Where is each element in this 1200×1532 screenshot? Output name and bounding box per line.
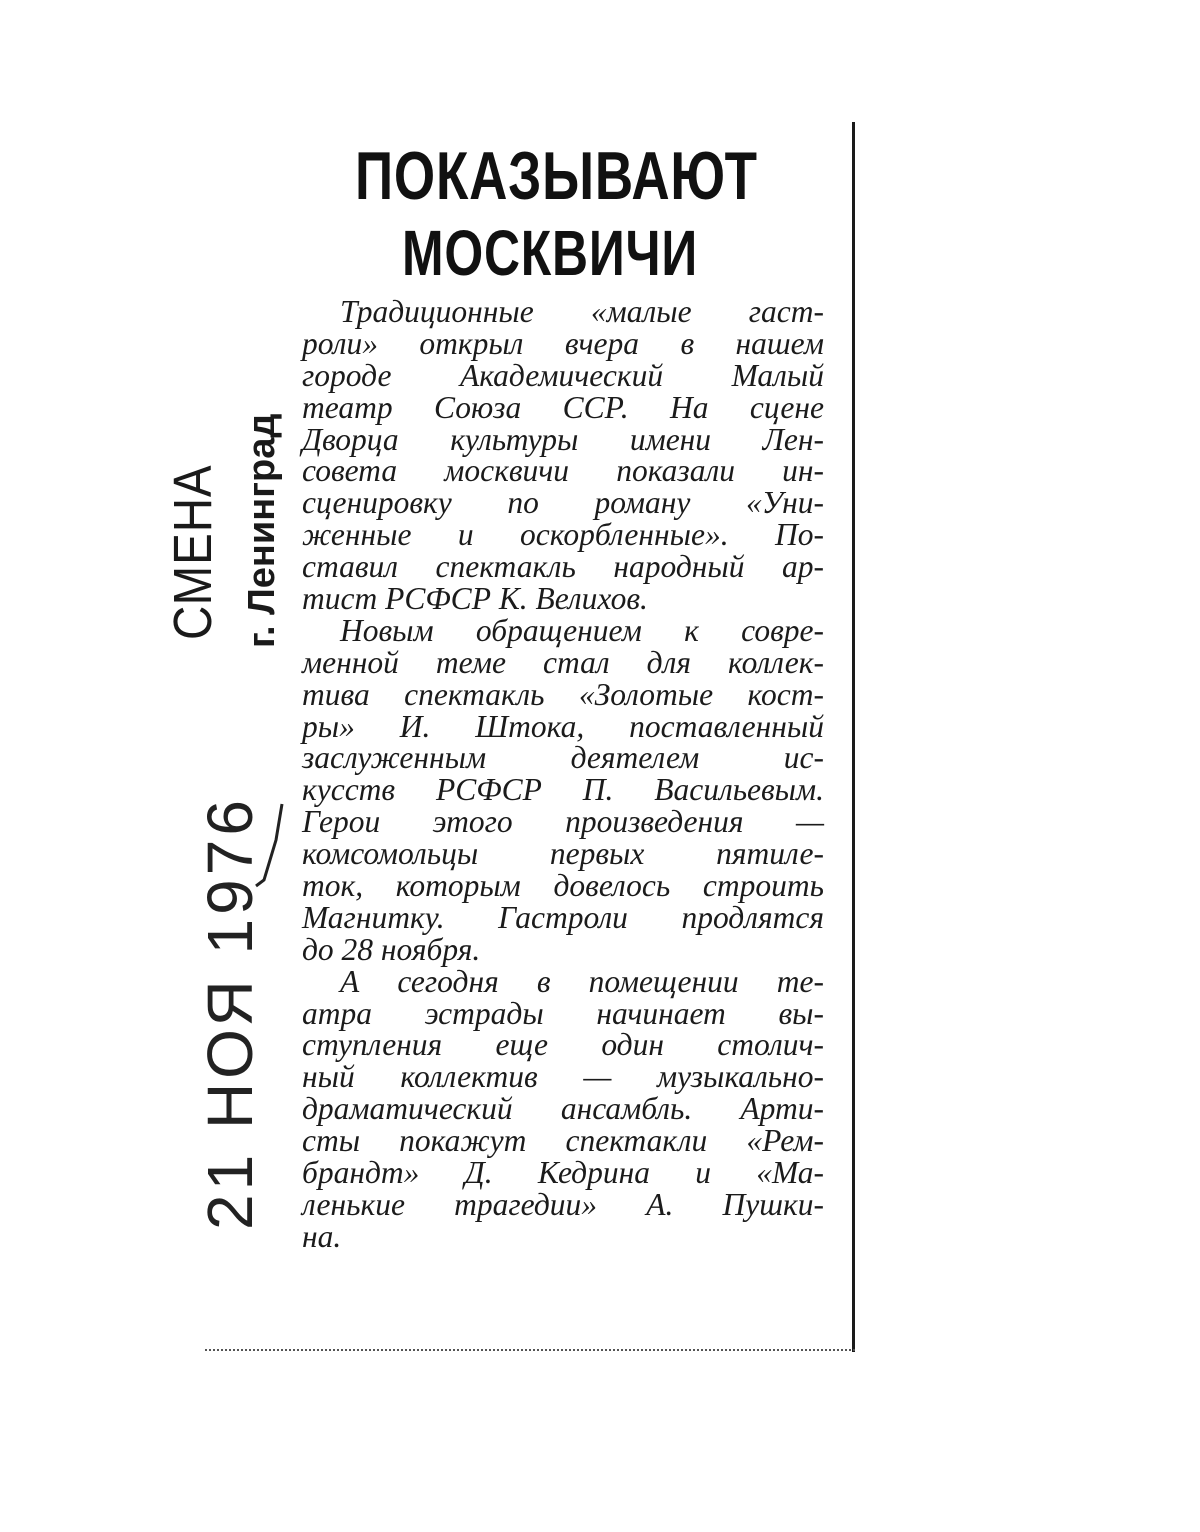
article-line: Дворца культуры имени Лен- <box>302 421 824 457</box>
newspaper-name: СМЕНА <box>163 464 223 640</box>
article-line: сценировку по роману «Уни- <box>302 485 824 521</box>
article-line: женные и оскорбленные». По- <box>302 517 824 553</box>
article-line: брандт» Д. Кедрина и «Ма- <box>302 1155 824 1191</box>
article-line: кусств РСФСР П. Васильевым. <box>302 772 824 808</box>
article-line: менной теме стал для коллек- <box>302 644 824 680</box>
article-line: ставил спектакль народный ар- <box>302 549 824 585</box>
city-name: г. Ленинград <box>241 413 283 648</box>
article-line: Новым обращением к совре- <box>340 612 824 648</box>
newspaper-name-stamp <box>163 420 233 640</box>
article-line: Магнитку. Гастроли продлятся <box>302 899 824 935</box>
city-stamp <box>240 388 290 648</box>
article-line: А сегодня в помещении те- <box>340 963 824 999</box>
article-line: заслуженным деятелем ис- <box>302 740 824 776</box>
article-line: ный коллектив — музыкально- <box>302 1059 824 1095</box>
article-line: драматический ансамбль. Арти- <box>302 1091 824 1127</box>
date-stamp-text: 21 НОЯ 1976 <box>194 796 266 1230</box>
article-line: тива спектакль «Золотые кост- <box>302 676 824 712</box>
article-line: ток, которым довелось строить <box>302 868 824 904</box>
headline-line-1: ПОКАЗЫВАЮТ <box>355 138 758 214</box>
article-line: совета москвичи показали ин- <box>302 453 824 489</box>
article-line: Традиционные «малые гаст- <box>340 294 824 329</box>
date-stamp <box>190 796 270 1230</box>
article-line: атра эстрады начинает вы- <box>302 995 824 1031</box>
column-rule-bottom <box>205 1349 855 1351</box>
headline-line-2: МОСКВИЧИ <box>401 217 699 289</box>
article-body <box>302 296 824 1253</box>
article-line: ступления еще один столич- <box>302 1027 824 1063</box>
article-line: роли» открыл вчера в нашем <box>302 325 824 361</box>
article-line: городе Академический Малый <box>302 357 824 393</box>
article-line: на. <box>302 1218 342 1254</box>
article-line: ленькие трагедии» А. Пушки- <box>302 1186 824 1222</box>
article-line: сты покажут спектакли «Рем- <box>302 1123 824 1159</box>
column-rule-right <box>852 122 855 1352</box>
article-line: театр Союза ССР. На сцене <box>302 389 824 425</box>
article-line: Герои этого произведения — <box>302 804 824 840</box>
article-line: комсомольцы первых пятиле- <box>302 836 824 872</box>
article-line: ры» И. Штока, поставленный <box>302 708 824 744</box>
article-line: до 28 ноября. <box>302 931 481 967</box>
stamp-slash-mark <box>252 800 286 890</box>
article-line: тист РСФСР К. Велихов. <box>302 581 648 617</box>
